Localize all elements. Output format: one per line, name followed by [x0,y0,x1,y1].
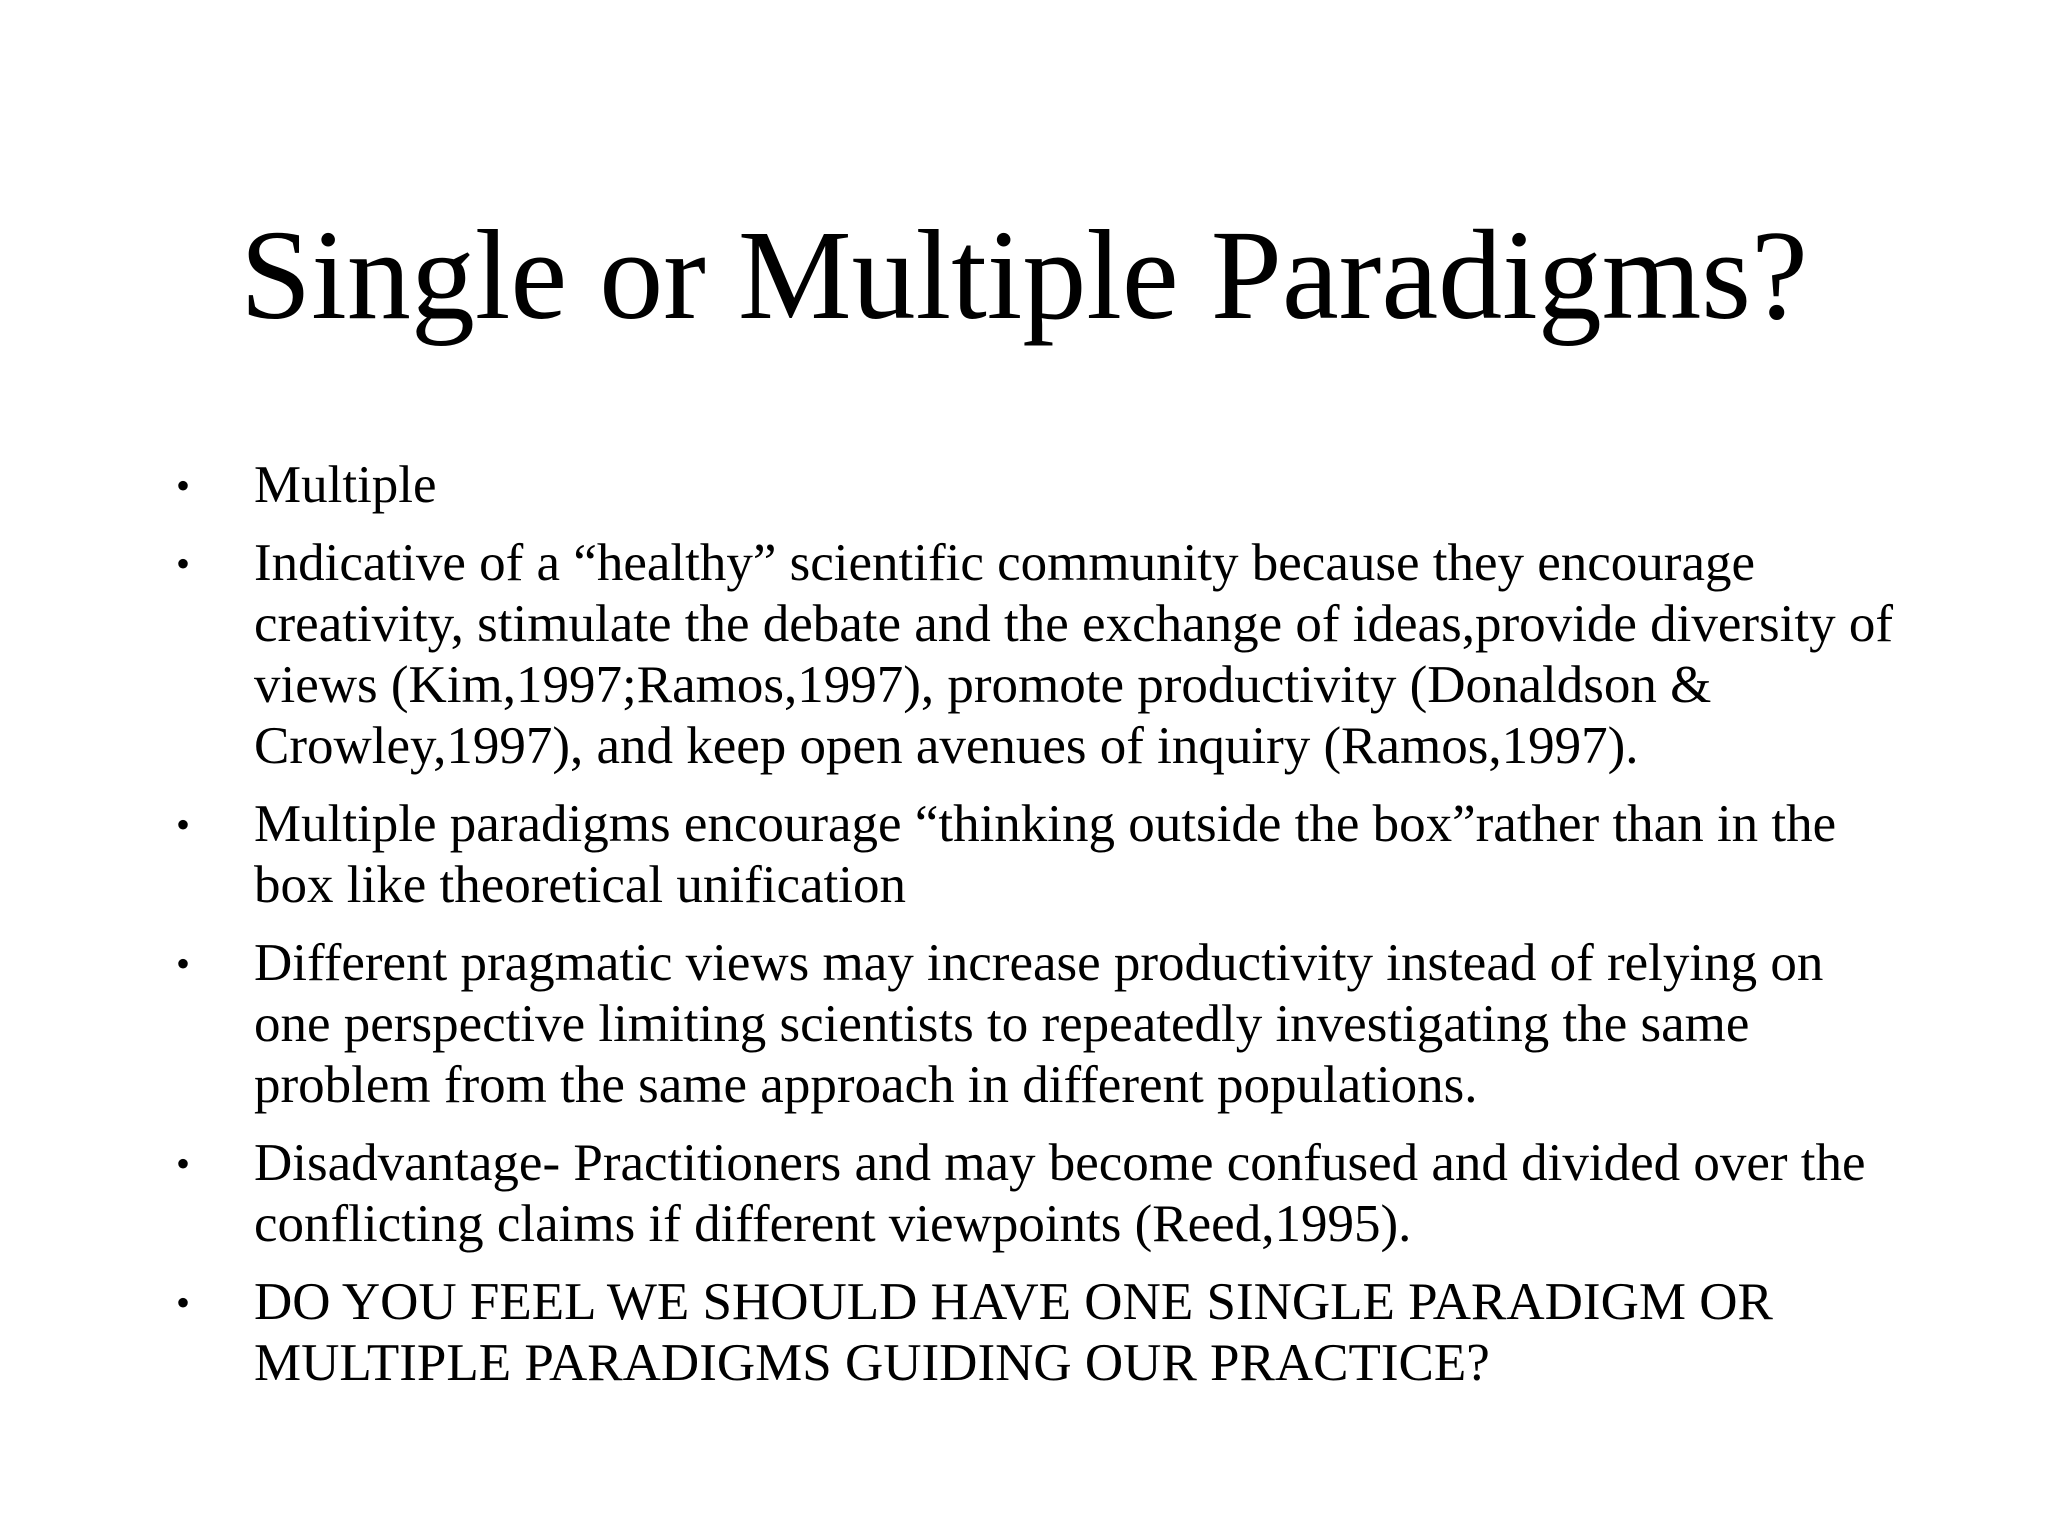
bullet-item [176,455,1896,516]
bullet-icon: • [176,1280,191,1325]
bullet-item [176,1133,1896,1255]
bullet-icon: • [176,463,191,508]
bullet-icon: • [176,802,191,847]
bullet-item [176,1272,1896,1394]
bullet-text: DO YOU FEEL WE SHOULD HAVE ONE SINGLE PARADIGM OR MULTIPLE PARADIGMS GUIDING OUR PRACTICE? [254,1273,1773,1392]
bullet-text: Multiple [254,456,437,514]
bullet-list [176,455,1896,1411]
slide-title: Single or Multiple Paradigms? [240,204,1808,346]
bullet-text: Indicative of a “healthy” scientific community because they encourage creativity, stimulate the debate and the exchange of ideas,provide diversity of views (Kim,1997;Ramos,1997), promote productivity (Donaldson & Crowley,1997), and keep open avenues of inquiry (Ramos,1997). [254,534,1893,775]
bullet-icon: • [176,941,191,986]
bullet-item [176,933,1896,1116]
bullet-text: Multiple paradigms encourage “thinking outside the box”rather than in the box like theoretical unification [254,795,1837,914]
bullet-icon: • [176,1141,191,1186]
bullet-text: Disadvantage- Practitioners and may become confused and divided over the conflicting claims if different viewpoints (Reed,1995). [254,1134,1866,1253]
bullet-item [176,533,1896,777]
bullet-item [176,794,1896,916]
bullet-icon: • [176,541,191,586]
bullet-text: Different pragmatic views may increase productivity instead of relying on one perspective limiting scientists to repeatedly investigating the same problem from the same approach in different populations. [254,934,1824,1114]
